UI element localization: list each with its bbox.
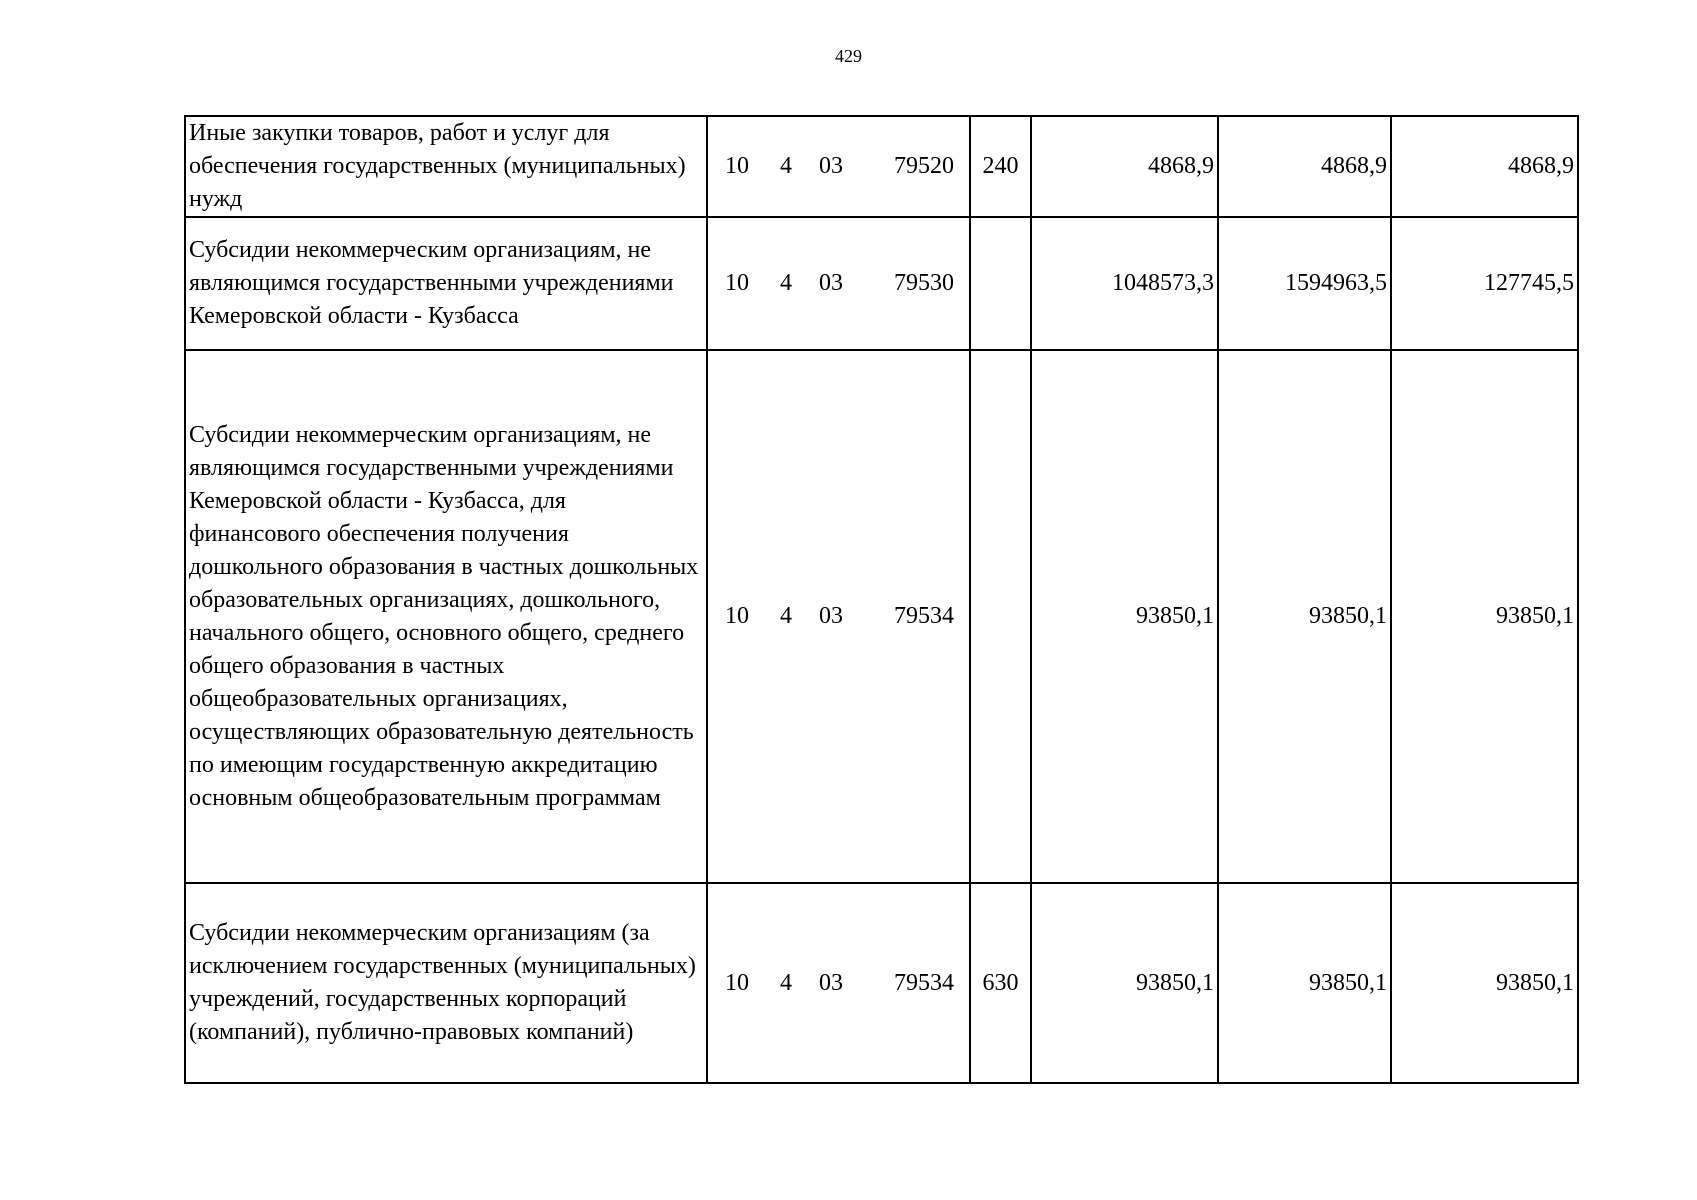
table-row xyxy=(185,116,1578,217)
amount-year-2: 93850,1 xyxy=(1218,883,1391,1083)
code-main-event: 03 xyxy=(819,270,843,296)
amount-year-2: 1594963,5 xyxy=(1218,217,1391,350)
row-codes xyxy=(707,350,970,883)
row-codes xyxy=(707,883,970,1083)
amount-year-3: 4868,9 xyxy=(1391,116,1578,217)
code-section: 10 xyxy=(725,969,749,996)
expense-type-code: 240 xyxy=(970,116,1031,217)
code-main-event: 03 xyxy=(819,969,843,996)
amount-year-1: 93850,1 xyxy=(1031,350,1218,883)
code-subprogram: 4 xyxy=(780,603,792,629)
expense-type-code xyxy=(970,350,1031,883)
amount-year-2: 93850,1 xyxy=(1218,350,1391,883)
code-section: 10 xyxy=(725,603,749,629)
amount-year-3: 93850,1 xyxy=(1391,350,1578,883)
code-direction: 79534 xyxy=(894,969,954,996)
code-direction: 79534 xyxy=(894,603,954,629)
page-number: 429 xyxy=(835,46,862,66)
amount-year-1: 4868,9 xyxy=(1031,116,1218,217)
row-name: Субсидии некоммерческим организациям (за исключением государственных (муниципальных) учреждений, государственных корпораций (компаний), публично-правовых компаний) xyxy=(185,883,707,1083)
table-row xyxy=(185,883,1578,1083)
code-section: 10 xyxy=(725,270,749,296)
amount-year-3: 93850,1 xyxy=(1391,883,1578,1083)
expense-type-code xyxy=(970,217,1031,350)
table-row xyxy=(185,350,1578,883)
amount-year-1: 1048573,3 xyxy=(1031,217,1218,350)
amount-year-1: 93850,1 xyxy=(1031,883,1218,1083)
row-codes xyxy=(707,116,970,217)
row-codes xyxy=(707,217,970,350)
row-name: Иные закупки товаров, работ и услуг для обеспечения государственных (муниципальных) нужд xyxy=(185,116,707,217)
row-name: Субсидии некоммерческим организациям, не являющимся государственными учреждениями Кемеровской области - Кузбасса, для финансового обеспечения получения дошкольного образования в частных дошкольных образовательных организациях, дошкольного, начального общего, основного общего, среднего общего образования в частных общеобразовательных организациях, осуществляющих образовательную деятельность по имеющим государственную аккредитацию основным общеобразовательным программам xyxy=(185,350,707,883)
table-row xyxy=(185,217,1578,350)
budget-table xyxy=(184,115,1579,1084)
code-subprogram: 4 xyxy=(780,153,792,179)
code-direction: 79530 xyxy=(894,270,954,296)
row-name: Субсидии некоммерческим организациям, не являющимся государственными учреждениями Кемеровской области - Кузбасса xyxy=(185,217,707,350)
amount-year-3: 127745,5 xyxy=(1391,217,1578,350)
code-subprogram: 4 xyxy=(780,270,792,296)
expense-type-code: 630 xyxy=(970,883,1031,1083)
code-main-event: 03 xyxy=(819,153,843,179)
amount-year-2: 4868,9 xyxy=(1218,116,1391,217)
code-direction: 79520 xyxy=(894,153,954,179)
code-subprogram: 4 xyxy=(780,969,792,996)
code-main-event: 03 xyxy=(819,603,843,629)
code-section: 10 xyxy=(725,153,749,179)
